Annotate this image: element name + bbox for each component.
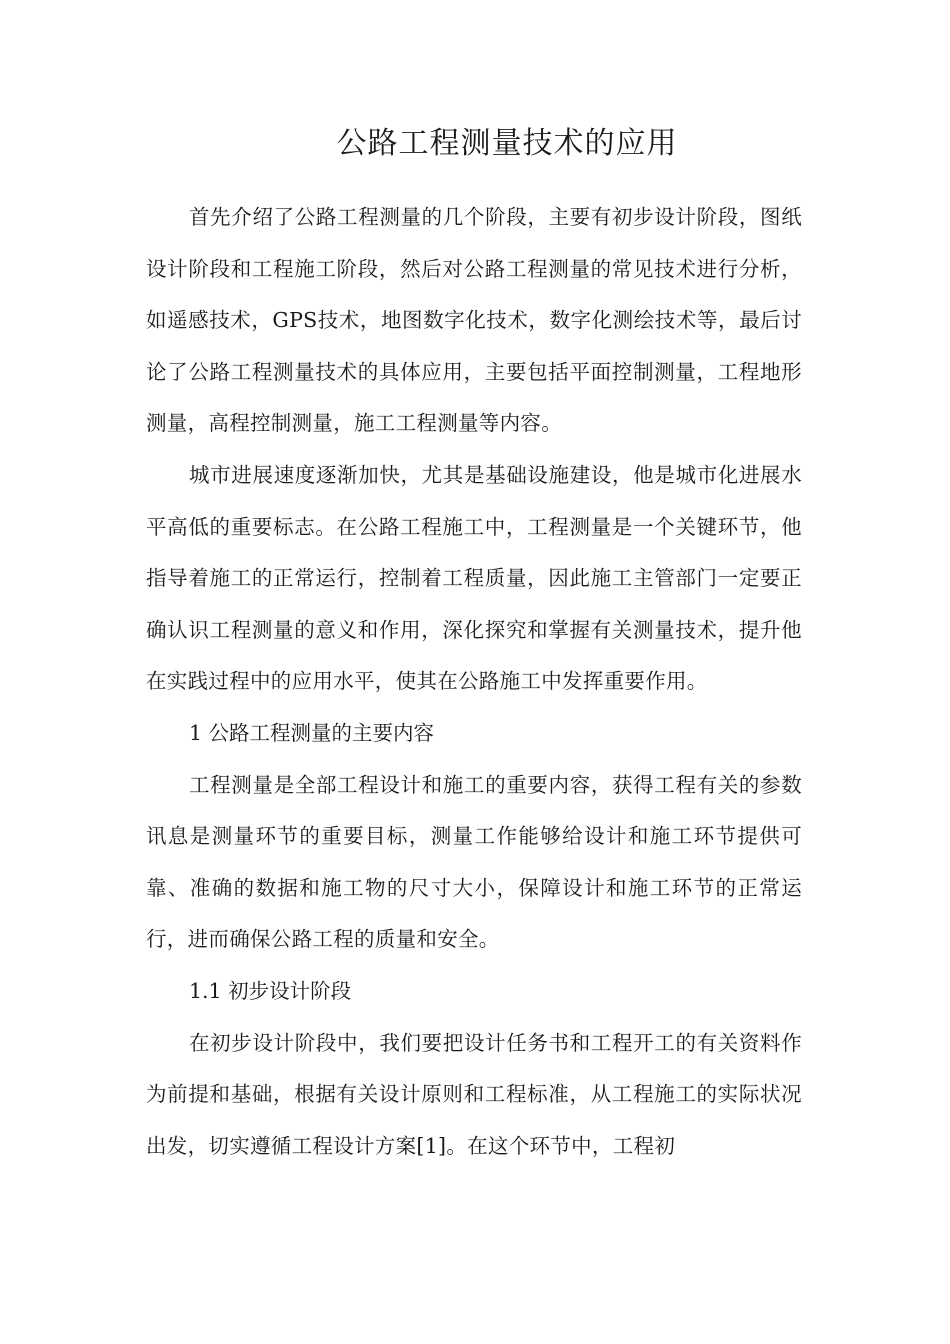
paragraph-section-1-1: 在初步设计阶段中，我们要把设计任务书和工程开工的有关资料作为前提和基础，根据有关设计原则和工程标准，从工程施工的实际状况出发，切实遵循工程设计方案[1]。在这个环节中，工程初 [146, 1030, 802, 1158]
section-heading-1: 1 公路工程测量的主要内容 [189, 720, 435, 745]
document-body [146, 192, 802, 1172]
paragraph-intro: 城市进展速度逐渐加快，尤其是基础设施建设，他是城市化进展水平高低的重要标志。在公路工程施工中，工程测量是一个关键环节，他指导着施工的正常运行，控制着工程质量，因此施工主管部门一定要正确认识工程测量的意义和作用，深化探究和掌握有关测量技术，提升他在实践过程中的应用水平，使其在公路施工中发挥重要作用。 [146, 462, 802, 694]
section-heading-1-1: 1.1 初步设计阶段 [189, 978, 352, 1003]
paragraph-abstract: 首先介绍了公路工程测量的几个阶段，主要有初步设计阶段，图纸设计阶段和工程施工阶段，然后对公路工程测量的常见技术进行分析，如遥感技术，GPS技术，地图数字化技术，数字化测绘技术等，最后讨论了公路工程测量技术的具体应用，主要包括平面控制测量，工程地形测量，高程控制测量，施工工程测量等内容。 [146, 205, 802, 436]
paragraph-section-1: 工程测量是全部工程设计和施工的重要内容，获得工程有关的参数讯息是测量环节的重要目标，测量工作能够给设计和施工环节提供可靠、准确的数据和施工物的尺寸大小，保障设计和施工环节的正常运行，进而确保公路工程的质量和安全。 [146, 772, 802, 952]
document-title: 公路工程测量技术的应用 [336, 126, 678, 161]
